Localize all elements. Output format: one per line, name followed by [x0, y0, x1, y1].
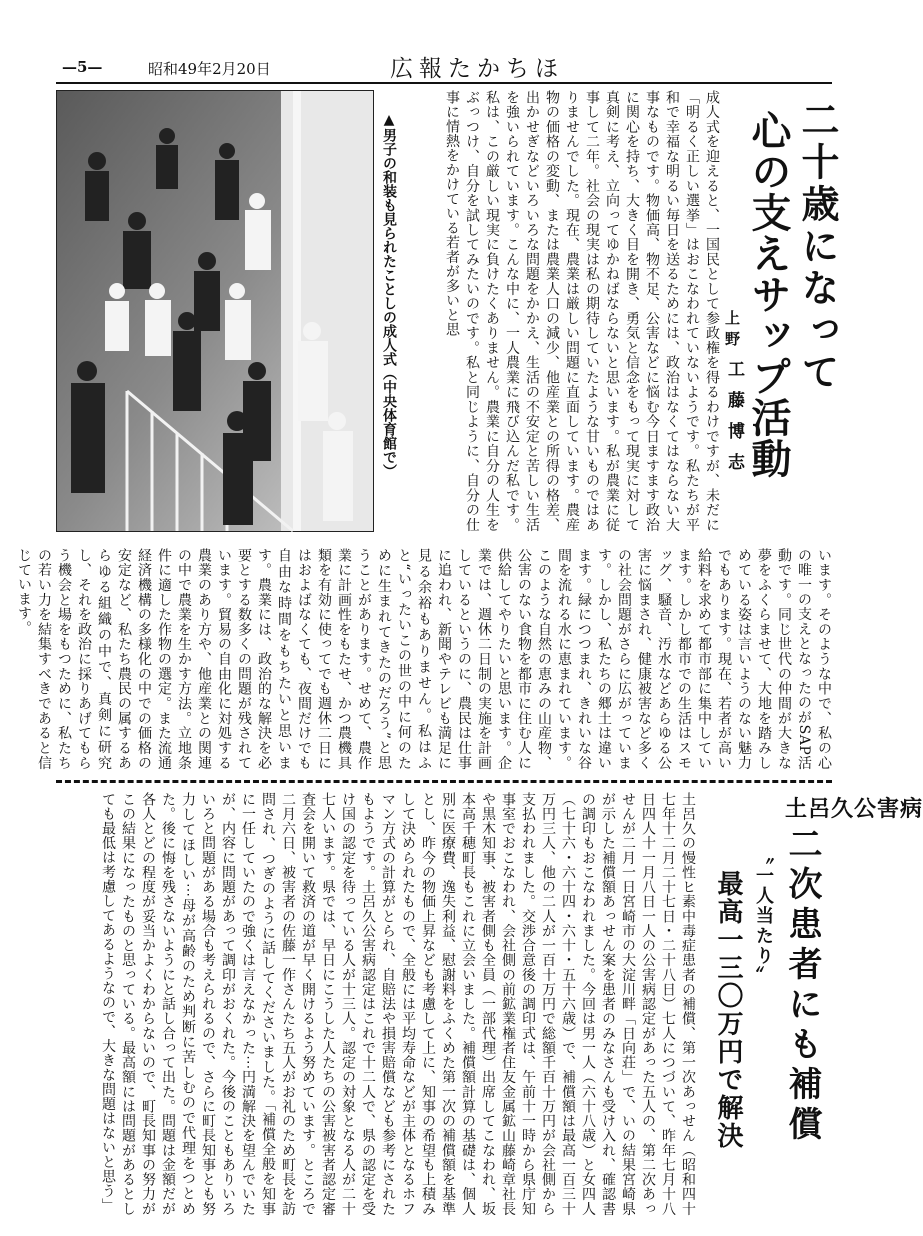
paper-name: 広報たかちほ	[390, 56, 564, 82]
author-place: 上野	[723, 310, 741, 352]
masthead-rule	[56, 82, 832, 84]
author-name: 工藤博志	[724, 360, 744, 484]
page-number: —5—	[62, 58, 103, 76]
photo-image	[57, 91, 373, 531]
news-kicker: 土呂久公害病	[785, 796, 923, 822]
feature-body-top: 成人式を迎えると、一国民として参政権を得るわけですが、未だに「明るく正しい選挙」はおこなわれていないようです。私たちが平和で幸福な明るい毎日を送るためには、政治はなくてはならない大事なものです。物価高、物不足、公害などに悩む今日ますます政治に関心を持ち、大きく目を開き、勇気と信念をもって現実に対して真剣に考え、立向ってゆかねばならないと思います。私が農業に従事して二年。社会の現実は私の期待していたような甘いものではありませんでした。現在、農業は厳しい問題に直面しています。農産物の価格の変動、または農業人口の減少、他産業との所得の格差、出かせぎなどいろいろな問題をかかえ、生活の不安定と苦しい生活を強いられています。こんな中に、一人農業に飛び込んだ私です。私は、この厳しい現実に負けたくありません。農業に自分の人生をぶっつけ、自分を試してみたいのです。私と同じように、自分の仕事に情熱をかけている若者が多いと思	[444, 90, 720, 533]
feature-body-bottom: います。そのような中で、私の心の唯一の支えとなったのがSAP活動です。同じ世代の仲間が大きな夢をふくらませて、大地を踏みしめている姿は言いようのない魅力でもあります。現在、若者が高い給料を求めて都市部に集中しています。しかし都市での生活はスモッグ、騒音、汚水などあらゆる公害に悩まされ、健康被害など多くの社会問題がさらに広がっています。しかし、私たちの郷土は違います。緑につつまれ、きれいな谷間を流れる水に恵まれています。このような自然の恵みの山産物、公害のない食物を都市に住む人に供給してやりたいと思います。企業では、週休二日制の実施を計画しているというのに、農民は仕事に追われ、新聞やテレビも満足に見る余裕もありません。私はふと“いったいこの世の中に何のために生まれてきたのだろう”と思うことがあります。せめて、農作業に計画性をもたせ、かつ農機具類を有効に使ってでも週休二日にはおよばなくても、夜間だけでも自由な時間をもちたいと思います。農業には、政治的な解決を必要とする数多くの問題が残されています。貿易の自由化に対処する農業のあり方や、他産業との関連の中で農業を生かす方法。立地条件に適した作物の選定。また流通経済機構の多様化の中での価格の安定など、私たち農民の属するあらゆる組織の中で、真剣に研究し、それを政治に採りあげてもらう機会と場をもつために、私たちの若い力を結集すべきであると信じています。	[16, 548, 832, 770]
feature-title-line2: 心の支えサップ活動	[745, 110, 792, 479]
news-title: 二次患者にも補償	[782, 826, 822, 1146]
coming-of-age-photo	[56, 90, 374, 532]
photo-caption: ▲男子の和装も見られたことしの成人式（中央体育館で）	[381, 112, 397, 478]
issue-date: 昭和49年2月20日	[148, 60, 271, 78]
section-divider	[56, 780, 832, 783]
news-body: 土呂久の慢性ヒ素中毒症患者の補償、第一次あっせん（昭和四十七年十二月二十七日・二十八日）七人につづいて、昨年七月十八日四人十一月八日一人の公害病認定があった五人の、第二次あっせんが二月一日宮崎市の大淀川畔「日向荘」で、いの結果宮崎県が示した補償額あっせん案を患者のみなさんも受け入れ、確認書の調印もおこなわれました。今回は男一人（六十八歳）と女四人（七十六・六十四・六十・五十六歳）で、補償額は最高一百三十万円三人、他の二人が一百十万円で総額千百十万円が会社側から支払われました。交渉合意後の調印式は、午前十一時から県庁知事室でおこなわれ、会社側の前鉱業権者住友金属鉱山藤崎章社長や黒木知事、被害者側も全員（一部代理）出席してこなわれ、坂本高千穂町長もこれに立会いました。補償額計算の基礎は、個人別に医療費、逸失利益、慰謝料をふくめた第一次の補償額を基準とし、昨今の物価上昇なども考慮して上に、知事の希望も上積みして決められたもので、全般には平均寿命などが主体となるホフマン方式の計算がとられ、自賠法や損害賠償なども参考にされたもようです。土呂久公害病認定はこれで十二人で、県の認定を受け国の認定を待っている人が十三人。認定の対象となる人が二十七人います。県では、早日にこうした人たちの公害被害者認定審査会を開いて救済の道が早く開けるよう努めています。ところで二月六日、被害者の佐藤一作さんたち五人がお礼のため町長を訪問され、つぎのように話してくださいました。「補償全般を知事に一任していたので強くは言えなかった⋯円満解決を望んでいたが、内容に問題があって調印がおくれた。今後のこともありいろいろと問題がある場合も考えられるので、さらに町長知事とも努力してほしい⋯母が高齢のため判断に苦しむので代理をつとめた。後に悔を残さないようにと話し合って出た。問題は金額だが各人とどの程度が妥当かよくわからないので、町長知事の努力がこの結果になったものと思っている。最高額には問題があるとしても最低は考慮してあるようなので、大きな問題はないと思う」	[100, 792, 696, 1216]
news-subtitle-quote: 〝一人当たり〟	[753, 846, 774, 986]
feature-title-line1: 二十歳になって	[795, 100, 840, 394]
news-subtitle-amount: 最高一三〇万円で解決	[713, 870, 743, 1150]
